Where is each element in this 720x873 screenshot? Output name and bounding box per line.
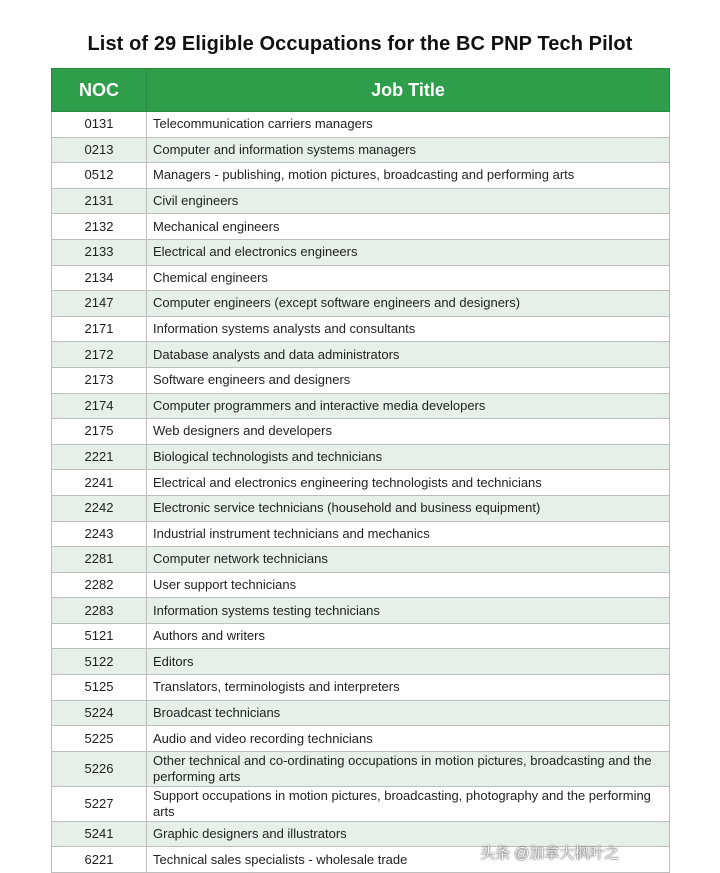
noc-code: 2241 [52, 470, 147, 496]
job-title: Civil engineers [147, 188, 670, 214]
noc-code: 5225 [52, 726, 147, 752]
noc-code: 5121 [52, 623, 147, 649]
noc-code: 2243 [52, 521, 147, 547]
table-row [52, 188, 670, 214]
job-title: Electrical and electronics engineering technologists and technicians [147, 470, 670, 496]
table-row [52, 786, 670, 821]
noc-code: 2172 [52, 342, 147, 368]
job-title: Information systems testing technicians [147, 598, 670, 624]
table-row [52, 649, 670, 675]
noc-code: 2173 [52, 367, 147, 393]
table-row [52, 137, 670, 163]
job-title: Other technical and co-ordinating occupations in motion pictures, broadcasting and the performing arts [147, 751, 670, 786]
table-row [52, 700, 670, 726]
table-row [52, 675, 670, 701]
table-row [52, 495, 670, 521]
noc-code: 2134 [52, 265, 147, 291]
table-row [52, 598, 670, 624]
table-row [52, 572, 670, 598]
noc-code: 2133 [52, 239, 147, 265]
noc-code: 2132 [52, 214, 147, 240]
noc-code: 2283 [52, 598, 147, 624]
job-title: Editors [147, 649, 670, 675]
table-row [52, 547, 670, 573]
table-row [52, 316, 670, 342]
table-row [52, 419, 670, 445]
job-title: Graphic designers and illustrators [147, 821, 670, 847]
noc-code: 2282 [52, 572, 147, 598]
noc-code: 5125 [52, 675, 147, 701]
job-title: Electrical and electronics engineers [147, 239, 670, 265]
table-row [52, 726, 670, 752]
table-row [52, 112, 670, 138]
job-title: Software engineers and designers [147, 367, 670, 393]
page-title: List of 29 Eligible Occupations for the BC PNP Tech Pilot [87, 33, 633, 55]
job-title: Computer programmers and interactive media developers [147, 393, 670, 419]
noc-code: 0213 [52, 137, 147, 163]
noc-code: 5227 [52, 786, 147, 821]
noc-code: 2131 [52, 188, 147, 214]
table-row [52, 393, 670, 419]
table-row [52, 239, 670, 265]
header-row [52, 69, 670, 112]
noc-code: 2174 [52, 393, 147, 419]
job-title: Broadcast technicians [147, 700, 670, 726]
job-title: Computer network technicians [147, 547, 670, 573]
job-title: Information systems analysts and consultants [147, 316, 670, 342]
occupations-table [51, 68, 670, 873]
table-row [52, 521, 670, 547]
noc-code: 0131 [52, 112, 147, 138]
table-row [52, 342, 670, 368]
table-row [52, 163, 670, 189]
table-row [52, 265, 670, 291]
job-title: Computer and information systems managers [147, 137, 670, 163]
noc-code: 2147 [52, 291, 147, 317]
job-title: Biological technologists and technicians [147, 444, 670, 470]
job-title: Authors and writers [147, 623, 670, 649]
occupations-table-container [51, 68, 669, 873]
noc-code: 2281 [52, 547, 147, 573]
table-row [52, 470, 670, 496]
header-noc: NOC [52, 69, 147, 112]
job-title: Electronic service technicians (household and business equipment) [147, 495, 670, 521]
noc-code: 2175 [52, 419, 147, 445]
noc-code: 5226 [52, 751, 147, 786]
job-title: Computer engineers (except software engineers and designers) [147, 291, 670, 317]
table-row [52, 291, 670, 317]
noc-code: 5122 [52, 649, 147, 675]
watermark-text: 头条 @加拿大枫叶之 [480, 845, 620, 862]
table-row [52, 751, 670, 786]
noc-code: 0512 [52, 163, 147, 189]
job-title: Chemical engineers [147, 265, 670, 291]
table-body [52, 112, 670, 873]
noc-code: 2171 [52, 316, 147, 342]
job-title: Audio and video recording technicians [147, 726, 670, 752]
job-title: Mechanical engineers [147, 214, 670, 240]
noc-code: 5224 [52, 700, 147, 726]
table-row [52, 623, 670, 649]
table-row [52, 444, 670, 470]
noc-code: 5241 [52, 821, 147, 847]
job-title: Industrial instrument technicians and mechanics [147, 521, 670, 547]
noc-code: 6221 [52, 847, 147, 873]
table-row [52, 214, 670, 240]
noc-code: 2221 [52, 444, 147, 470]
noc-code: 2242 [52, 495, 147, 521]
job-title: Technical sales specialists - wholesale trade [147, 847, 670, 873]
job-title: Database analysts and data administrators [147, 342, 670, 368]
table-header [52, 69, 670, 112]
job-title: Translators, terminologists and interpreters [147, 675, 670, 701]
header-job-title: Job Title [147, 69, 670, 112]
job-title: Support occupations in motion pictures, broadcasting, photography and the performing arts [147, 786, 670, 821]
table-row [52, 367, 670, 393]
job-title: Managers - publishing, motion pictures, broadcasting and performing arts [147, 163, 670, 189]
job-title: Telecommunication carriers managers [147, 112, 670, 138]
job-title: User support technicians [147, 572, 670, 598]
job-title: Web designers and developers [147, 419, 670, 445]
